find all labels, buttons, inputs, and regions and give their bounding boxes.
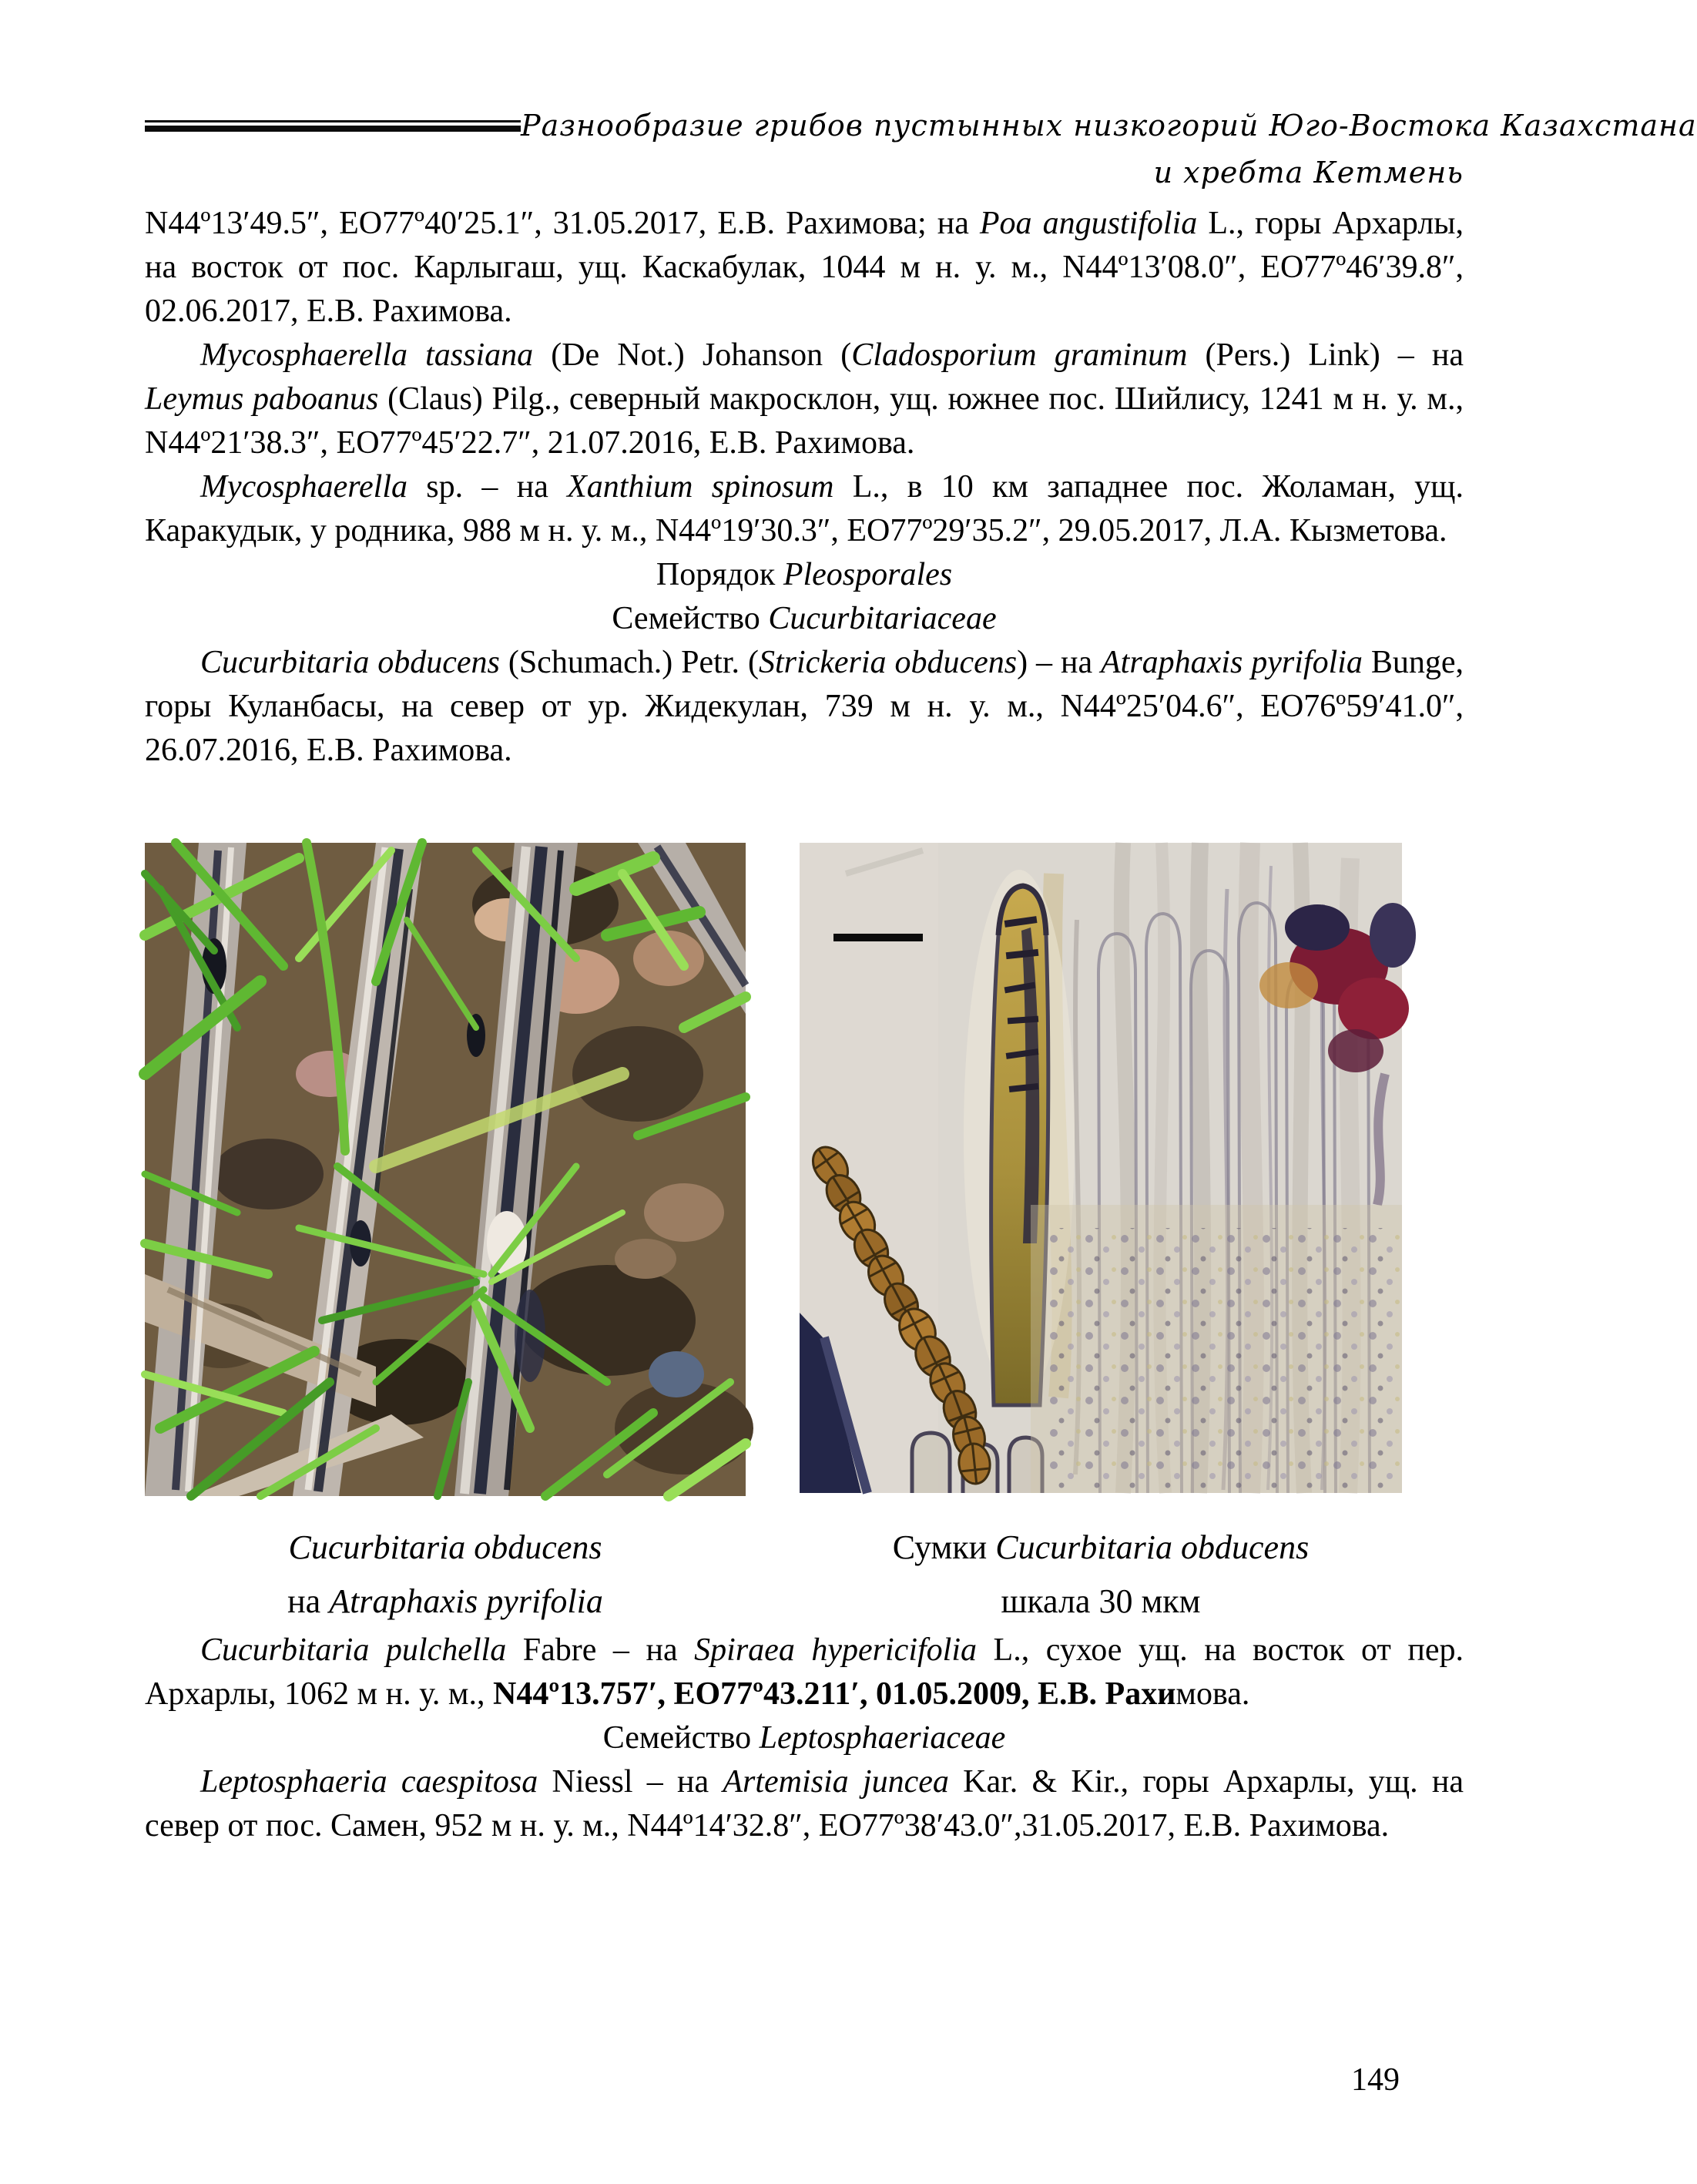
heading-family-leptosphaeriaceae xyxy=(145,1716,1464,1760)
running-title-line1: Разнообразие грибов пустынных низкогорий Юго-Востока Казахстана xyxy=(521,109,1697,143)
micrograph-image xyxy=(800,843,1402,1493)
text-run: sp. – на xyxy=(407,469,568,505)
text-run: (Claus) Pilg., северный макросклон, ущ. южнее пос. Шийлису, 1241 м н. у. м., N44º21′38.3″, EO77º45′22.7″, 21.07.2016, Е.В. Рахимова. xyxy=(145,381,1464,461)
text-run: L., горы Архарлы, на восток от пос. Карлыгаш, ущ. Каскабулак, 1044 м н. у. м., N44º13′08.0″, EO77º46′39.8″, 02.06.2017, Е.В. Рахимова. xyxy=(145,206,1464,329)
text-run: N44º13′49.5″, EO77º40′25.1″, 31.05.2017, Е.В. Рахимова; на xyxy=(145,206,980,241)
photo-asci-micrograph xyxy=(800,843,1402,1496)
species-name: Cucurbitaria obducens xyxy=(200,645,500,680)
figure-row xyxy=(145,843,1464,1496)
text-run: (Schumach.) Petr. ( xyxy=(499,645,759,680)
heading-prefix: Семейство xyxy=(612,601,769,636)
caption-left xyxy=(145,1521,746,1629)
caption-left-line2 xyxy=(145,1575,746,1629)
text-run: (Pers.) Link) – на xyxy=(1187,337,1464,373)
caption-left-line1 xyxy=(145,1521,746,1575)
taxon-name: Pleosporales xyxy=(783,557,953,592)
species-name: Leptosphaeria caespitosa xyxy=(200,1764,538,1800)
running-header-line1 xyxy=(145,102,1697,149)
text-run: Bunge, горы Куланбасы, на север от ур. Жидекулан, 739 м н. у. м., N44º25′04.6″, EO76º59′41.0″, 26.07.2016, Е.В. Рахимова. xyxy=(145,645,1464,768)
caption-right xyxy=(800,1521,1402,1629)
text-run: Kar. & Kir., горы Архарлы, ущ. на север от пос. Самен, 952 м н. у. м., N44º14′32.8″, EO77º38′43.0″,31.05.2017, Е.В. Рахимова. xyxy=(145,1764,1464,1843)
text-run: Сумки xyxy=(892,1528,996,1566)
paragraph-records-continuation xyxy=(145,202,1464,334)
heading-family-cucurbitariaceae xyxy=(145,597,1464,641)
species-name: Xanthium spinosum xyxy=(567,469,834,505)
paragraph-leptosphaeria-caespitosa xyxy=(145,1760,1464,1848)
text-run: L., в 10 км западнее пос. Жоламан, ущ. Каракудык, у родника, 988 м н. у. м., N44º19′30.3″, EO77º29′35.2″, 29.05.2017, Л.А. Кызметова. xyxy=(145,469,1464,549)
species-name: Poa angustifolia xyxy=(979,206,1198,241)
heading-order-pleosporales xyxy=(145,553,1464,597)
caption-right-line2 xyxy=(800,1575,1402,1629)
taxon-name: Cucurbitariaceae xyxy=(768,601,997,636)
species-name: Atraphaxis pyrifolia xyxy=(329,1582,603,1620)
scale-bar xyxy=(833,934,923,941)
taxon-name: Leptosphaeriaceae xyxy=(759,1720,1006,1756)
text-run-bold: N44º13.757′, EO77º43.211′, 01.05.2009, Е.В. Рахи xyxy=(492,1676,1176,1712)
field-photo-image xyxy=(145,843,746,1496)
species-name: Cucurbitaria obducens xyxy=(995,1528,1310,1566)
text-run: мова. xyxy=(1175,1676,1250,1712)
paragraph-cucurbitaria-pulchella xyxy=(145,1629,1464,1716)
text-run: на xyxy=(287,1582,330,1620)
species-name: Cucurbitaria obducens xyxy=(288,1528,602,1566)
species-name: Mycosphaerella tassiana xyxy=(200,337,534,373)
heading-prefix: Порядок xyxy=(656,557,783,592)
species-name: Cladosporium graminum xyxy=(851,337,1188,373)
header-double-rule xyxy=(145,120,521,132)
text-run: L., сухое ущ. на восток от пер. Архарлы, 1062 м н. у. м., xyxy=(145,1632,1464,1712)
paragraph-cucurbitaria-obducens xyxy=(145,641,1464,773)
text-run: шкала 30 мкм xyxy=(1001,1582,1201,1620)
running-header xyxy=(145,102,1697,202)
species-name: Leymus paboanus xyxy=(145,381,379,417)
species-name: Strickeria obducens xyxy=(758,645,1018,680)
text-run: Fabre – на xyxy=(506,1632,695,1668)
text-run: ) – на xyxy=(1017,645,1102,680)
caption-right-line1 xyxy=(800,1521,1402,1575)
species-name: Artemisia juncea xyxy=(723,1764,949,1800)
figure-captions xyxy=(145,1521,1464,1629)
page-content xyxy=(145,102,1697,1848)
species-name: Mycosphaerella xyxy=(200,469,408,505)
species-name: Atraphaxis pyrifolia xyxy=(1101,645,1363,680)
text-run: (De Not.) Johanson ( xyxy=(533,337,852,373)
paragraph-mycosphaerella-sp xyxy=(145,465,1464,553)
photo-cucurbitaria-on-atraphaxis xyxy=(145,843,746,1496)
page-number: 149 xyxy=(1351,2062,1400,2098)
paragraph-mycosphaerella-tassiana xyxy=(145,334,1464,465)
text-run: Niessl – на xyxy=(538,1764,723,1800)
species-name: Spiraea hypericifolia xyxy=(694,1632,977,1668)
heading-prefix: Семейство xyxy=(602,1720,760,1756)
running-title-line2: и хребта Кетмень xyxy=(1153,156,1464,190)
species-name: Cucurbitaria pulchella xyxy=(200,1632,507,1668)
